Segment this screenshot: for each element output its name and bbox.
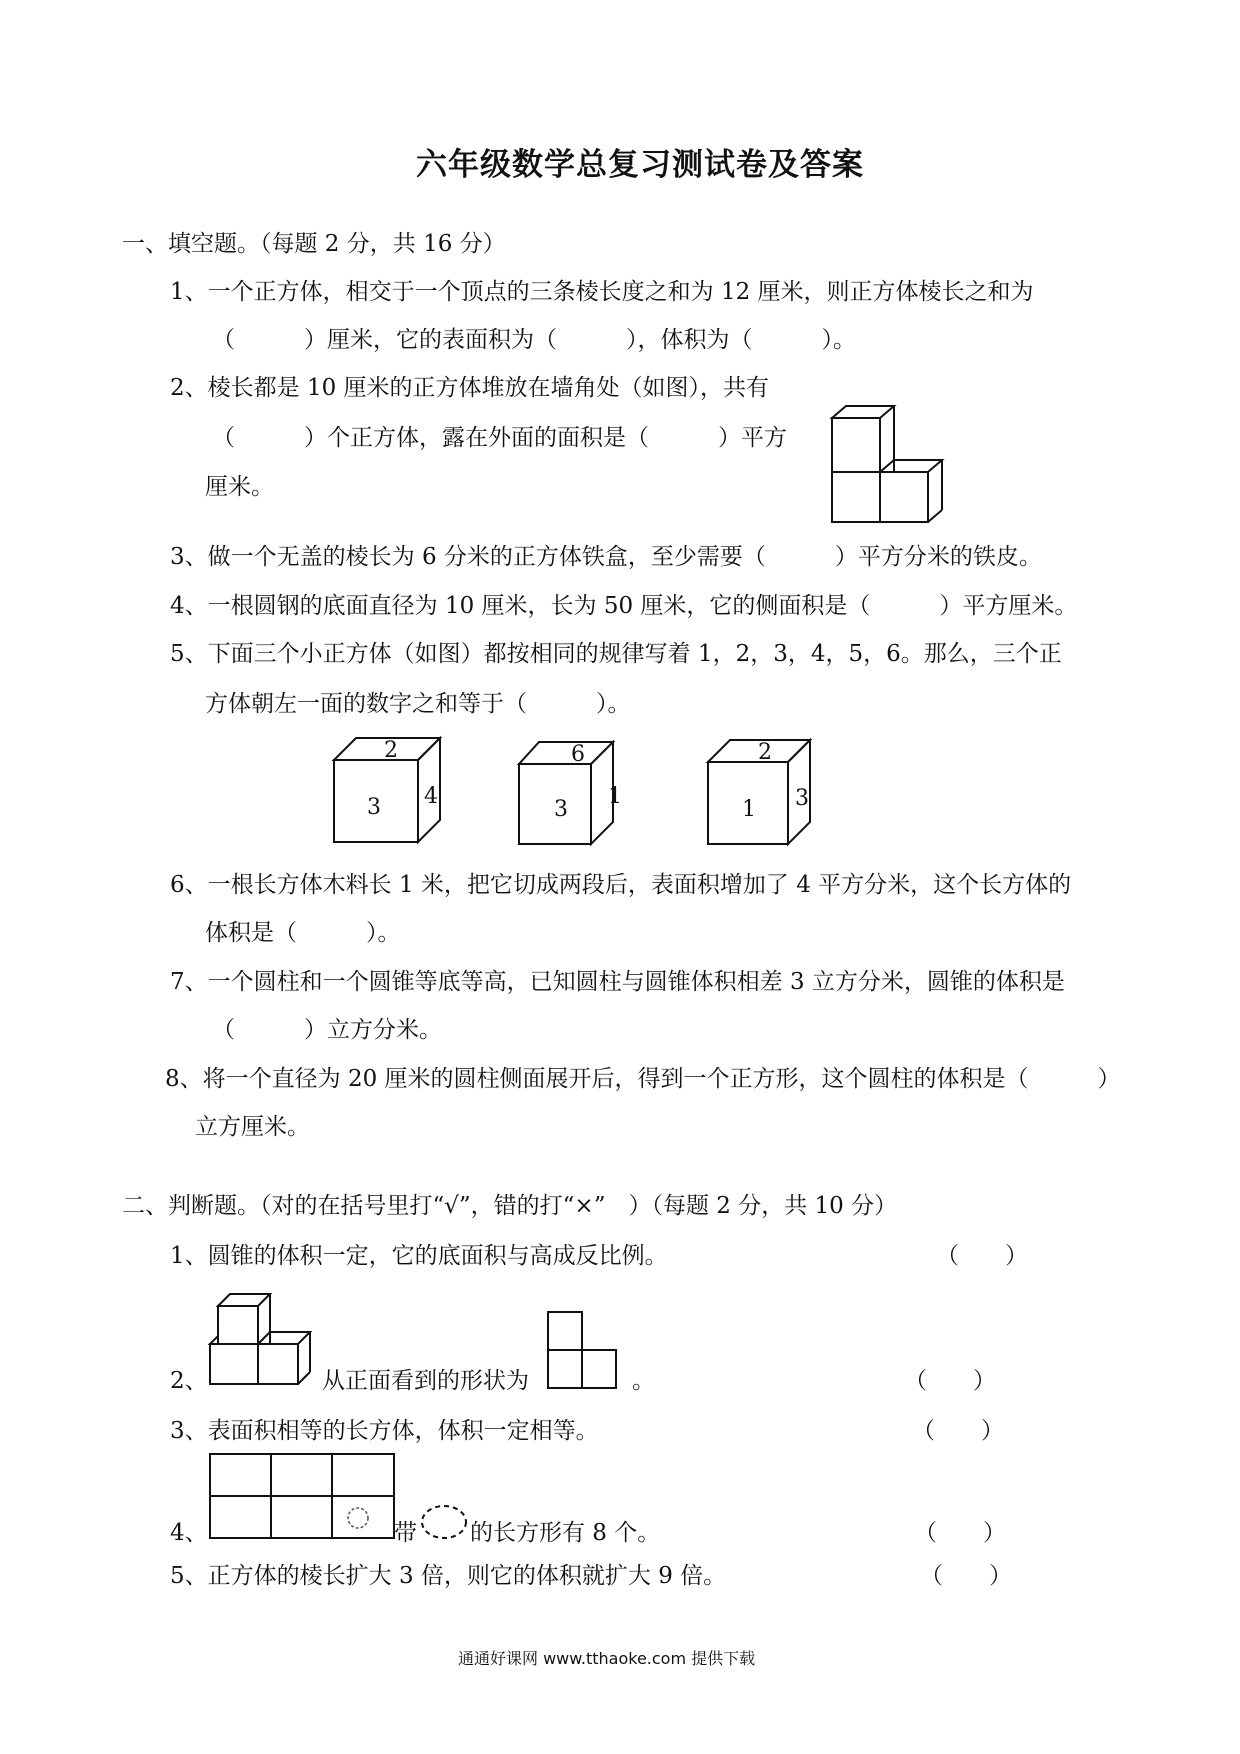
question-text: （ ）个正方体，露在外面的面积是（ ）平方 — [212, 425, 787, 451]
page-title: 六年级数学总复习测试卷及答案 — [416, 147, 864, 183]
dice-3-front-number: 1 — [742, 797, 756, 822]
dice-1-front-number: 3 — [367, 795, 381, 820]
answer-bracket: （ ） — [914, 1520, 1006, 1546]
answer-bracket: （ ） — [936, 1243, 1028, 1269]
question-text: 6、一根长方体木料长 1 米，把它切成两段后，表面积增加了 4 平方分米，这个长方体的 — [170, 872, 1072, 898]
stacked-cubes-figure — [208, 1290, 318, 1390]
question-number: 4、 — [170, 1520, 208, 1546]
question-text: 1、圆锥的体积一定，它的底面积与高成反比例。 — [170, 1243, 668, 1269]
section-heading-true-false: 二、判断题。（对的在括号里打“√”，错的打“×” ）（每题 2 分，共 10 分） — [122, 1193, 898, 1219]
rectangle-grid-figure — [208, 1452, 398, 1542]
question-text: 5、下面三个小正方体（如图）都按相同的规律写着 1，2，3，4，5，6。那么，三个正 — [170, 641, 1062, 667]
question-text: 方体朝左一面的数字之和等于（ ）。 — [205, 691, 631, 717]
dice-1-top-number: 2 — [384, 738, 398, 763]
question-text: 3、做一个无盖的棱长为 6 分米的正方体铁盒，至少需要（ ）平方分米的铁皮。 — [170, 544, 1042, 570]
dice-2-top-number: 6 — [571, 742, 585, 767]
question-text: 体积是（ ）。 — [205, 920, 401, 946]
section-heading-fill-blank: 一、填空题。（每题 2 分，共 16 分） — [122, 231, 506, 257]
question-number: 2、 — [170, 1368, 208, 1394]
question-text: 4、一根圆钢的底面直径为 10 厘米，长为 50 厘米，它的侧面积是（ ）平方厘米。 — [170, 593, 1078, 619]
question-text: 厘米。 — [205, 474, 274, 500]
question-text: 立方厘米。 — [195, 1114, 310, 1140]
question-text: 7、一个圆柱和一个圆锥等底等高，已知圆柱与圆锥体积相差 3 立方分米，圆锥的体积是 — [170, 969, 1065, 995]
question-text: （ ）厘米，它的表面积为（ ），体积为（ ）。 — [212, 327, 856, 353]
question-text: 。 — [632, 1368, 655, 1394]
dashed-circle-figure — [416, 1500, 476, 1544]
question-text: 1、一个正方体，相交于一个顶点的三条棱长度之和为 12 厘米，则正方体棱长之和为 — [170, 279, 1034, 305]
page-footer: 通通好课网 www.tthaoke.com 提供下载 — [458, 1649, 756, 1668]
answer-bracket: （ ） — [920, 1563, 1012, 1589]
question-text: 带 — [394, 1520, 417, 1546]
question-text: 5、正方体的棱长扩大 3 倍，则它的体积就扩大 9 倍。 — [170, 1563, 727, 1589]
front-view-shape-figure — [546, 1310, 626, 1390]
dice-2-front-number: 3 — [554, 797, 568, 822]
dice-3-right-number: 3 — [795, 786, 809, 811]
answer-bracket: （ ） — [904, 1368, 996, 1394]
dice-1-right-number: 4 — [424, 784, 438, 809]
question-text: （ ）立方分米。 — [212, 1017, 442, 1043]
answer-bracket: （ ） — [912, 1418, 1004, 1444]
corner-cubes-figure — [828, 404, 948, 524]
question-text: 从正面看到的形状为 — [322, 1368, 529, 1394]
question-text: 8、将一个直径为 20 厘米的圆柱侧面展开后，得到一个正方形，这个圆柱的体积是（ ） — [165, 1066, 1121, 1092]
question-text: 2、棱长都是 10 厘米的正方体堆放在墙角处（如图），共有 — [170, 375, 770, 401]
dice-3-top-number: 2 — [758, 740, 772, 765]
question-text: 的长方形有 8 个。 — [470, 1520, 661, 1546]
dice-2-right-number: 1 — [608, 784, 622, 809]
question-text: 3、表面积相等的长方体，体积一定相等。 — [170, 1418, 599, 1444]
